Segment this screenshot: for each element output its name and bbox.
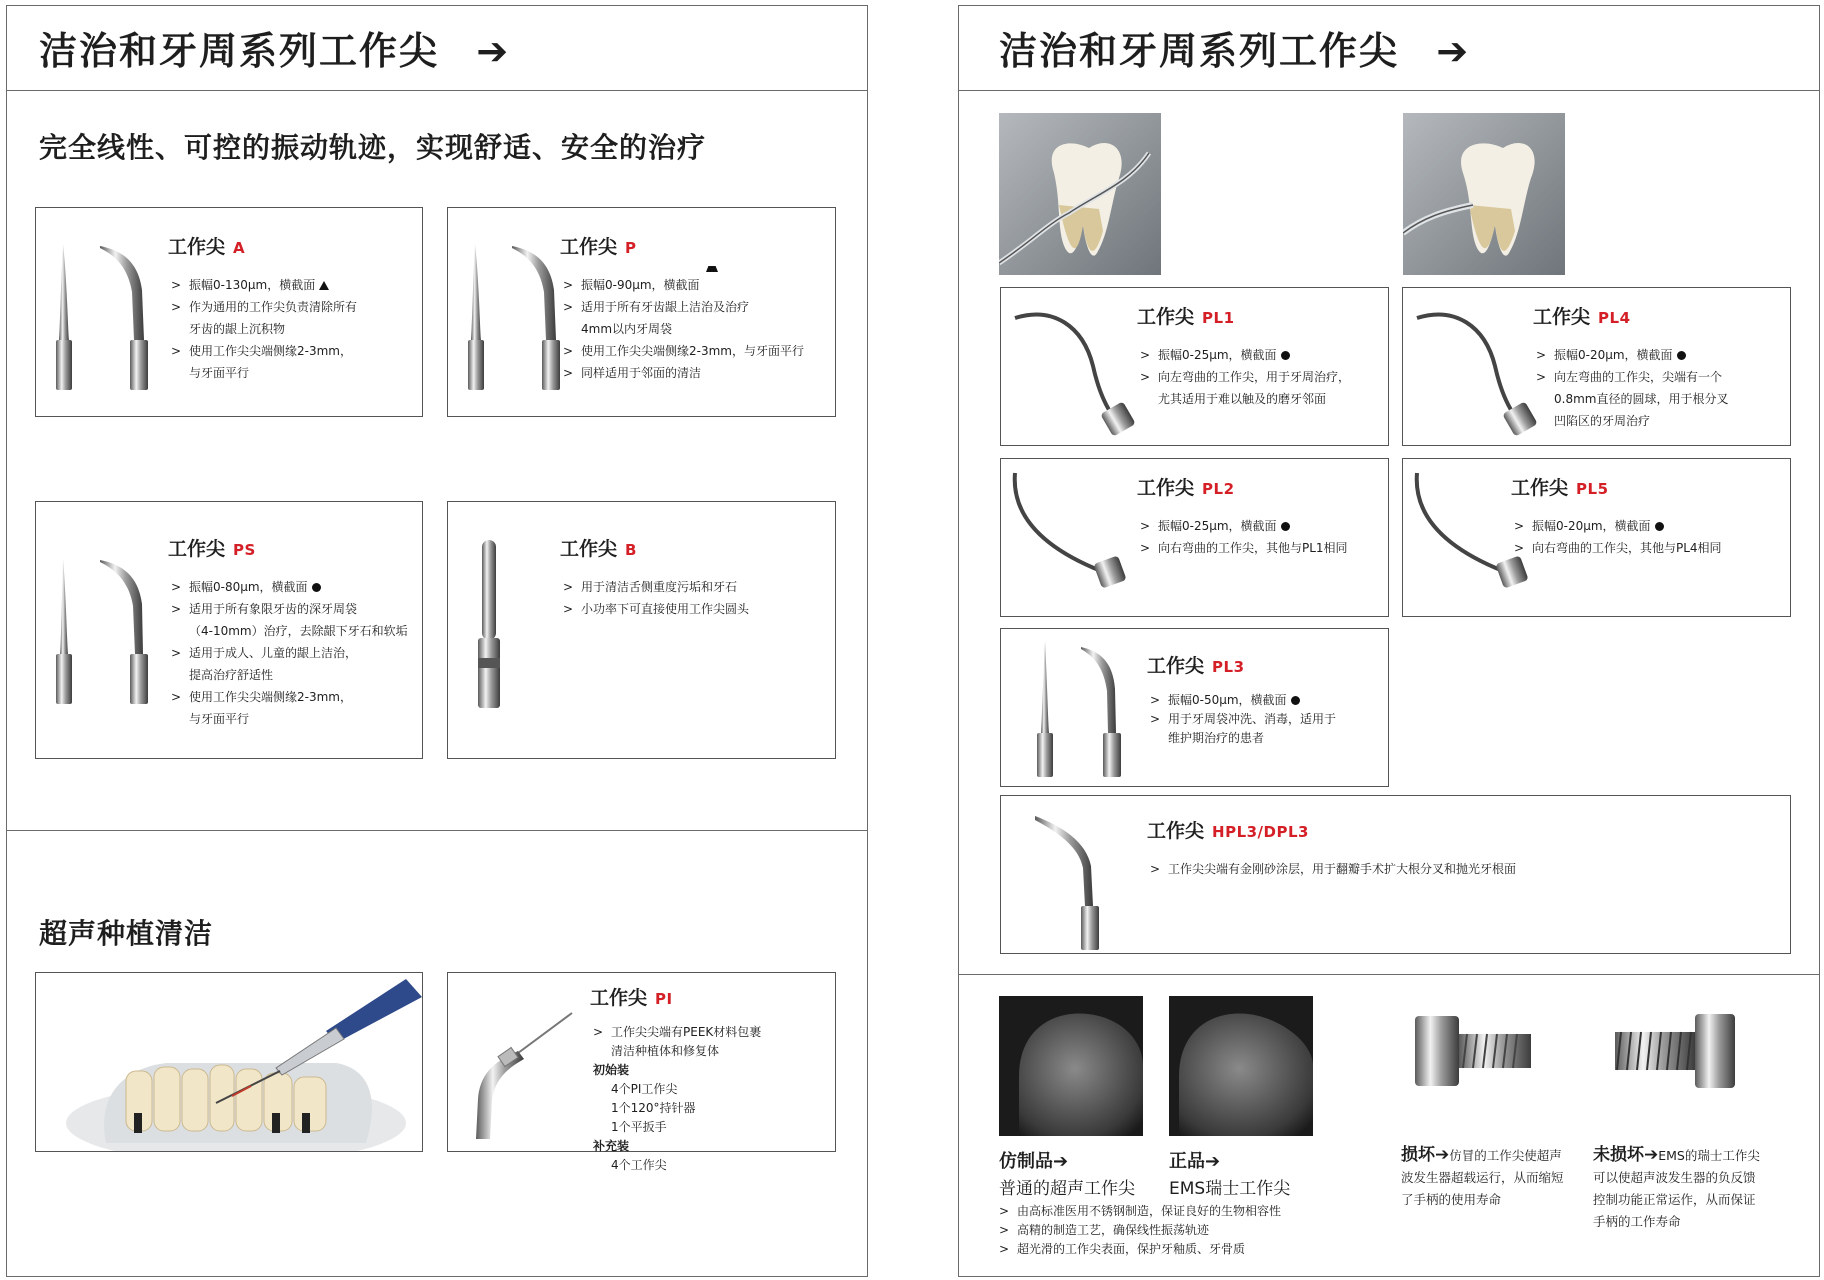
tip-card-lines: > 振幅0-25μm，横截面 > 向右弯曲的工作尖，其他与PL1相同 <box>1140 519 1348 555</box>
circle-cross-section-icon <box>1291 696 1300 705</box>
tip-hpl3-image <box>1031 806 1141 951</box>
tip-card-pl2 <box>1000 458 1389 617</box>
header-divider <box>7 90 867 91</box>
tip-card-ps <box>35 501 423 759</box>
tip-a-image <box>50 240 180 390</box>
tooth-tip-photo-left <box>999 113 1161 275</box>
tip-card-title: 工作尖 PS <box>168 538 256 560</box>
tip-ps-image <box>50 554 180 704</box>
arrow-right-icon: ➔ <box>476 29 511 73</box>
implant-heading: 超声种植清洁 <box>39 917 214 950</box>
tip-pl4-image <box>1415 306 1545 436</box>
tip-card-lines: > 振幅0-20μm，横截面 > 向左弯曲的工作尖，尖端有一个 0.8mm直径的圆球，用于根分叉 凹陷区的牙周治疗 <box>1536 348 1729 428</box>
tooth-tip-photo-right <box>1403 113 1565 275</box>
genuine-sub: EMS瑞士工作尖 <box>1169 1179 1291 1199</box>
section-heading: 完全线性、可控的振动轨迹，实现舒适、安全的治疗 <box>39 131 707 164</box>
tip-card-pl4 <box>1402 287 1791 446</box>
tip-card-title: 工作尖 PL4 <box>1533 306 1631 328</box>
tip-card-title: 工作尖 B <box>560 538 637 560</box>
starter-kit-title: 初始装 <box>593 1063 630 1077</box>
undamaged-description: 未损坏➔EMS的瑞士工作尖 可以使超声波发生器的负反馈 控制功能正常运作，从而保证 手柄的工作寿命 <box>1593 1145 1760 1229</box>
tip-card-b <box>447 501 836 759</box>
tip-card-a <box>35 207 423 417</box>
circle-cross-section-icon <box>312 583 321 592</box>
left-page <box>6 5 868 1277</box>
damaged-description: 损坏➔仿冒的工作尖使超声 波发生器超载运行，从而缩短 了手柄的使用寿命 <box>1401 1145 1564 1207</box>
tip-card-lines: > 振幅0-130μm，横截面 > 作为通用的工作尖负责清除所有 牙齿的龈上沉积物 > 使用工作尖尖端侧缘2-3mm， 与牙面平行 <box>171 278 358 380</box>
tip-card-title: 工作尖 PL2 <box>1137 477 1235 499</box>
tip-card-p <box>447 207 836 417</box>
left-page-title: 洁治和牙周系列工作尖 ➔ <box>39 29 511 73</box>
right-page <box>958 5 1820 1277</box>
genuine-points: > 由高标准医用不锈钢制造，保证良好的生物相容性 > 高精的制造工艺，确保线性振荡轨迹 > 超光滑的工作尖表面，保护牙釉质、牙骨质 <box>999 1204 1282 1256</box>
fake-sub: 普通的超声工作尖 <box>999 1179 1135 1199</box>
circle-cross-section-icon <box>1281 522 1290 531</box>
tip-card-pl3 <box>1000 628 1389 787</box>
tip-card-title: 工作尖 HPL3/DPL3 <box>1147 820 1309 842</box>
tip-card-title: 工作尖 PL5 <box>1511 477 1609 499</box>
refill-kit-title: 补充装 <box>593 1139 630 1153</box>
fake-label: 仿制品➔ <box>999 1151 1069 1172</box>
tip-card-title: 工作尖 PI <box>590 987 673 1009</box>
genuine-tip-sem-photo <box>1169 996 1313 1136</box>
tip-pl1-image <box>1013 306 1143 436</box>
section-divider <box>7 830 867 831</box>
implant-cleaning-photo <box>36 973 422 1151</box>
tip-pl3-image <box>1015 639 1145 779</box>
arrow-right-icon: ➔ <box>1436 29 1471 73</box>
tip-card-title: 工作尖 PL1 <box>1137 306 1235 328</box>
tip-card-lines: > 振幅0-90μm，横截面 > 适用于所有牙齿龈上洁治及治疗 4mm以内牙周袋 > 使用工作尖尖端侧缘2-3mm，与牙面平行 > 同样适用于邻面的清洁 <box>563 278 804 380</box>
tip-card-pl5 <box>1402 458 1791 617</box>
tip-pl2-image <box>1011 471 1141 601</box>
tip-card-lines: > 工作尖尖端有PEEK材料包裹 清洁种植体和修复体 初始装 4个PI工作尖 1个120°持针器 1个平扳手 补充装 4个工作尖 <box>593 1025 762 1172</box>
tip-card-lines: > 振幅0-50μm，横截面 > 用于牙周袋冲洗、消毒，适用于 维护期治疗的患者 <box>1150 693 1337 745</box>
implant-photo-card <box>35 972 423 1152</box>
right-page-title: 洁治和牙周系列工作尖 ➔ <box>999 29 1471 73</box>
tip-card-title: 工作尖 P <box>560 236 637 258</box>
damaged-label: 损坏➔ <box>1401 1145 1450 1165</box>
tip-pi-image <box>460 1009 580 1139</box>
circle-cross-section-icon <box>1281 351 1290 360</box>
tip-card-pl1 <box>1000 287 1389 446</box>
tip-b-image <box>468 538 518 718</box>
undamaged-thread-photo <box>1609 996 1739 1106</box>
undamaged-label: 未损坏➔ <box>1593 1145 1659 1165</box>
tip-card-lines: > 用于清洁舌侧重度污垢和牙石 > 小功率下可直接使用工作尖圆头 <box>563 580 750 616</box>
tip-card-title: 工作尖 PL3 <box>1147 655 1245 677</box>
tip-card-pi <box>447 972 836 1172</box>
circle-cross-section-icon <box>1655 522 1664 531</box>
tip-card-title: 工作尖 A <box>168 236 246 258</box>
trapezoid-cross-section-icon <box>706 266 718 272</box>
tip-card-hpl3-dpl3 <box>1000 795 1791 954</box>
triangle-cross-section-icon <box>319 281 329 290</box>
genuine-label: 正品➔ <box>1169 1151 1221 1172</box>
header-divider <box>959 90 1819 91</box>
tip-card-lines: > 振幅0-20μm，横截面 > 向右弯曲的工作尖，其他与PL4相同 <box>1514 519 1722 555</box>
damaged-thread-photo <box>1407 996 1537 1106</box>
circle-cross-section-icon <box>1677 351 1686 360</box>
fake-tip-sem-photo <box>999 996 1143 1136</box>
tip-card-lines: > 工作尖尖端有金刚砂涂层，用于翻瓣手术扩大根分叉和抛光牙根面 <box>1150 862 1517 876</box>
tip-card-lines: > 振幅0-25μm，横截面 > 向左弯曲的工作尖，用于牙周治疗， 尤其适用于难以触及的磨牙邻面 <box>1140 348 1351 406</box>
section-divider <box>959 974 1819 975</box>
tip-card-lines: > 振幅0-80μm，横截面 > 适用于所有象限牙齿的深牙周袋 （4-10mm）治疗，去除龈下牙石和软垢 > 适用于成人、儿童的龈上洁治， 提高治疗舒适性 > 使用工作尖尖端侧缘2-3mm， 与牙面平行 <box>171 580 408 726</box>
